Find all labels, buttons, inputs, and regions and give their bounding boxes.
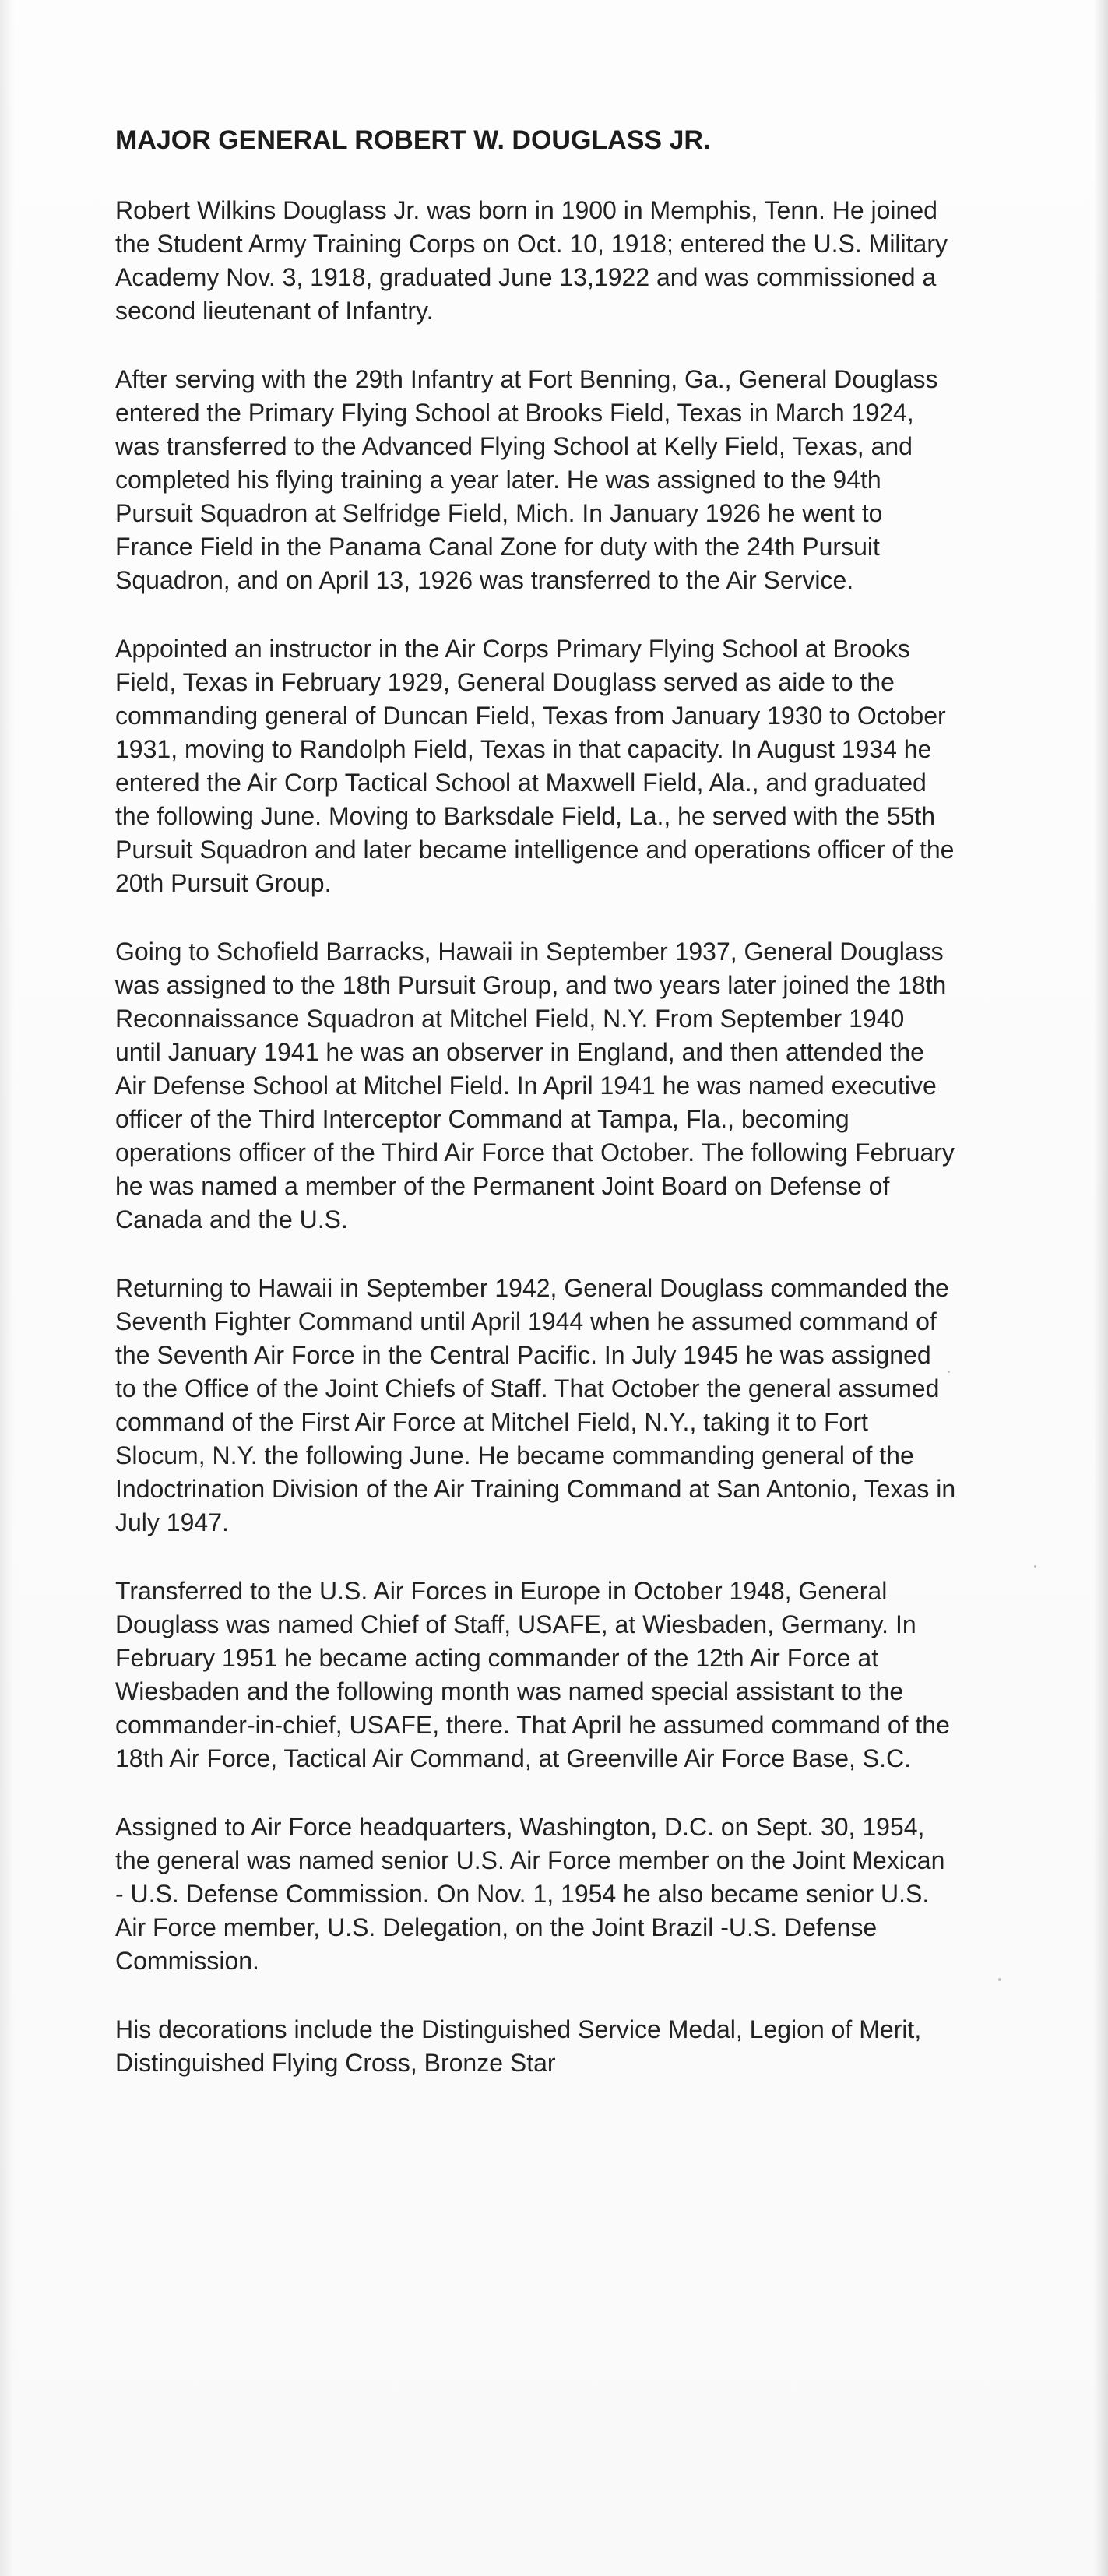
scan-shadow-left [0,0,14,2576]
document-body [115,125,956,2115]
paragraph-flying-training: After serving with the 29th Infantry at Fort Benning, Ga., General Douglass entered the Primary Flying School at Brooks Field, Texas in March 1924, was transferred to the Advanced Flying School at Kelly Field, Texas, and completed his flying training a year later. He was assigned to the 94th Pursuit Squadron at Selfridge Field, Mich. In January 1926 he went to France Field in the Panama Canal Zone for duty with the 24th Pursuit Squadron, and on April 13, 1926 was transferred to the Air Service. [115,364,938,594]
paragraph-early-life: Robert Wilkins Douglass Jr. was born in 1900 in Memphis, Tenn. He joined the Student Army Training Corps on Oct. 10, 1918; entered the U.S. Military Academy Nov. 3, 1918, graduated June 13,1922 and was commissioned a second lieutenant of Infantry. [115,195,948,325]
paragraph-seventh-air-force: Returning to Hawaii in September 1942, General Douglass commanded the Seventh Fighter Command until April 1944 when he assumed command of the Seventh Air Force in the Central Pacific. In July 1945 he was assigned to the Office of the Joint Chiefs of Staff. That October the general assumed command of the First Air Force at Mitchel Field, N.Y., taking it to Fort Slocum, N.Y. the following June. He became commanding general of the Indoctrination Division of the Air Training Command at San Antonio, Texas in July 1947. [115,1273,956,1536]
scan-speck [1034,1565,1036,1568]
paragraph-washington-assignment: Assigned to Air Force headquarters, Washington, D.C. on Sept. 30, 1954, the general was named senior U.S. Air Force member on the Joint Mexican - U.S. Defense Commission. On Nov. 1, 1954 he also became senior U.S. Air Force member, U.S. Delegation, on the Joint Brazil -U.S. Defense Commission. [115,1812,945,1975]
paragraph-hawaii-and-defense: Going to Schofield Barracks, Hawaii in September 1937, General Douglass was assigned to the 18th Pursuit Group, and two years later joined the 18th Reconnaissance Squadron at Mitchel Field, N.Y. From September 1940 until January 1941 he was an observer in England, and then attended the Air Defense School at Mitchel Field. In April 1941 he was named executive officer of the Third Interceptor Command at Tampa, Fla., becoming operations officer of the Third Air Force that October. The following February he was named a member of the Permanent Joint Board on Defense of Canada and the U.S. [115,937,955,1233]
paragraph-instructor-career: Appointed an instructor in the Air Corps Primary Flying School at Brooks Field, Texas in February 1929, General Douglass served as aide to the commanding general of Duncan Field, Texas from January 1930 to October 1931, moving to Randolph Field, Texas in that capacity. In August 1934 he entered the Air Corp Tactical School at Maxwell Field, Ala., and graduated the following June. Moving to Barksdale Field, La., he served with the 55th Pursuit Squadron and later became intelligence and operations officer of the 20th Pursuit Group. [115,634,955,897]
paragraph-decorations: His decorations include the Distinguished Service Medal, Legion of Merit, Distinguished Flying Cross, Bronze Star [115,2015,922,2077]
scan-speck [998,1978,1001,1981]
paragraph-europe-assignment: Transferred to the U.S. Air Forces in Europe in October 1948, General Douglass was named Chief of Staff, USAFE, at Wiesbaden, Germany. In February 1951 he became acting commander of the 12th Air Force at Wiesbaden and the following month was named special assistant to the commander-in-chief, USAFE, there. That April he assumed command of the 18th Air Force, Tactical Air Command, at Greenville Air Force Base, S.C. [115,1576,950,1772]
document-title: MAJOR GENERAL ROBERT W. DOUGLASS JR. [115,125,711,155]
scan-shadow-right [1094,0,1108,2576]
